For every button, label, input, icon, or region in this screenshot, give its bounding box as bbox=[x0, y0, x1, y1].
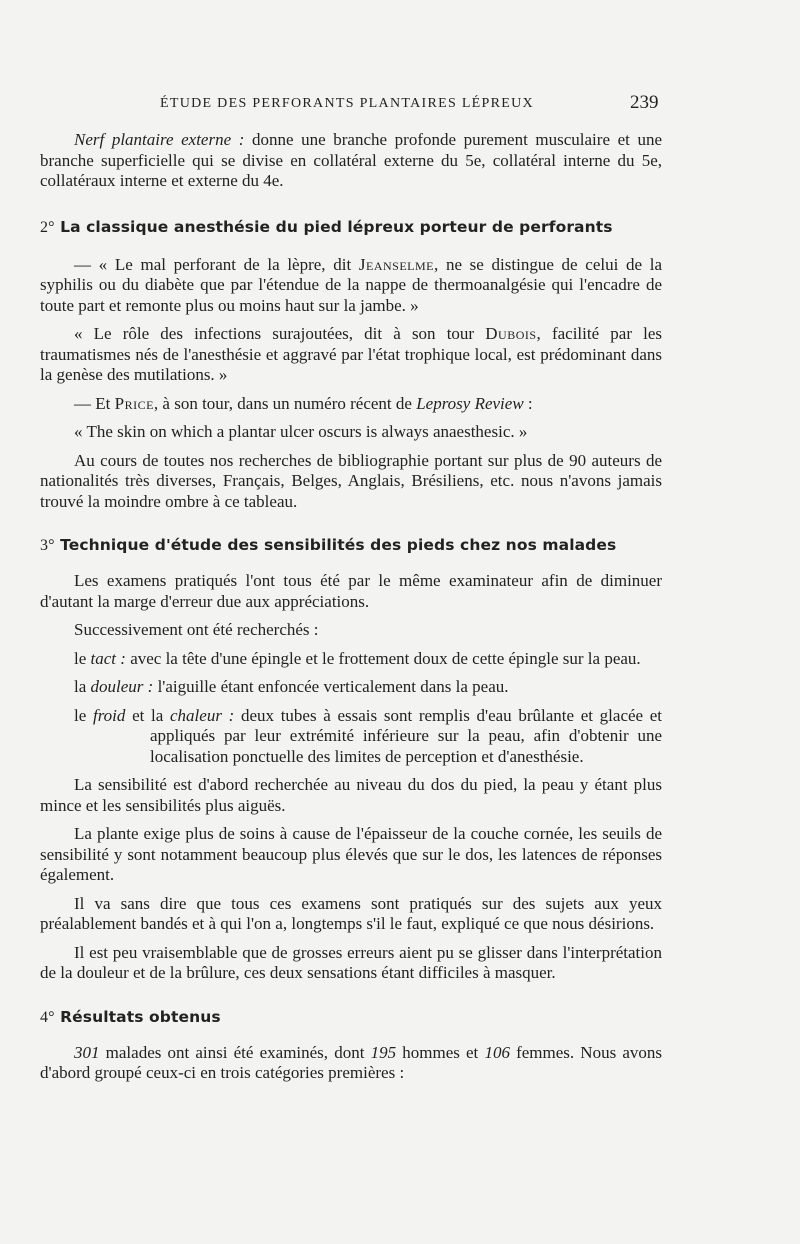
text: le bbox=[74, 648, 87, 668]
term: tact : bbox=[90, 648, 126, 668]
text: — Et bbox=[74, 393, 111, 413]
text: deux tubes à essais sont remplis d'eau brûlante et glacée et appliqués par leur extrémité inférieure sur la peau, afin d'obtenir une localisation ponctuelle des limites de perception et d'anesthésie. bbox=[150, 705, 663, 766]
section-3-number: 3° bbox=[40, 537, 55, 554]
section-3-paragraph-5: Il va sans dire que tous ces examens sont pratiqués sur des sujets aux yeux préalablement bandés et à qui l'on a, longtemps s'il le faut, expliqué ce que nous désirions. bbox=[40, 893, 662, 933]
section-4-title: Résultats obtenus bbox=[60, 1007, 221, 1026]
list-item-douleur bbox=[40, 677, 662, 698]
intro-paragraph bbox=[40, 130, 662, 192]
text: la bbox=[74, 677, 87, 696]
section-3-paragraph-1: Les examens pratiqués l'ont tous été par le même examinateur afin de diminuer d'autant la marge d'erreur due aux appréciations. bbox=[40, 571, 662, 611]
text: le bbox=[74, 705, 87, 725]
running-title: ÉTUDE DES PERFORANTS PLANTAIRES LÉPREUX bbox=[160, 96, 534, 111]
term: chaleur : bbox=[170, 705, 235, 725]
text: « Le rôle des infections surajoutées, dit à son tour bbox=[74, 324, 475, 343]
text: : bbox=[527, 393, 533, 413]
section-3-paragraph-6: Il est peu vraisemblable que de grosses erreurs aient pu se glisser dans l'interprétation de la douleur et de la brûlure, ces deux sensations étant difficiles à masquer. bbox=[40, 942, 662, 982]
section-3-paragraph-4: La plante exige plus de soins à cause de l'épaisseur de la couche cornée, les seuils de sensibilité y sont notamment beaucoup plus élevés que sur le dos, les latences de réponses également. bbox=[40, 824, 662, 884]
section-2-quote-english: « The skin on which a plantar ulcer oscurs is always anaesthesic. » bbox=[74, 422, 528, 441]
author-price: Price bbox=[114, 393, 154, 413]
list-item-tact bbox=[40, 649, 662, 670]
text: et la bbox=[132, 705, 164, 725]
term: douleur : bbox=[90, 677, 154, 696]
section-4-heading bbox=[40, 1008, 662, 1027]
text: malades ont ainsi été examinés, dont bbox=[105, 1042, 365, 1062]
journal-title: Leprosy Review bbox=[416, 393, 524, 413]
count-total: 301 bbox=[74, 1042, 100, 1062]
section-4-number: 4° bbox=[40, 1008, 55, 1026]
section-3-paragraph-3: La sensibilité est d'abord recherchée au niveau du dos du pied, la peau y étant plus mince et les sensibilités plus aiguës. bbox=[40, 775, 662, 815]
text: l'aiguille étant enfoncée verticalement dans la peau. bbox=[157, 677, 509, 696]
text: avec la tête d'une épingle et le frottement doux de cette épingle sur la peau. bbox=[130, 648, 641, 668]
author-dubois: Dubois bbox=[485, 324, 537, 343]
text: hommes et bbox=[402, 1042, 479, 1062]
section-2-paragraph-1 bbox=[40, 255, 662, 317]
intro-label: Nerf plantaire externe : bbox=[74, 130, 245, 149]
text: femmes. Nous avons d'abord groupé ceux-ci en trois catégories premières : bbox=[40, 1042, 663, 1082]
section-2-paragraph-3 bbox=[40, 394, 662, 415]
text: , facilité par les traumatismes nés de l'anesthésie et aggravé par l'état trophique local, est prédominant dans la genèse des mutilations. » bbox=[40, 324, 663, 384]
section-2-title: La classique anesthésie du pied lépreux porteur de perforants bbox=[60, 217, 613, 236]
section-2-paragraph-5: Au cours de toutes nos recherches de bibliographie portant sur plus de 90 auteurs de nationalités très diverses, Français, Belges, Anglais, Brésiliens, etc. nous n'avons jamais trouvé la moindre ombre à ce tableau. bbox=[40, 450, 662, 511]
section-3-heading bbox=[40, 536, 662, 555]
text: , ne se distingue de celui de la syphilis ou du diabète que par l'étendue de la nappe de thermoanalgésie qui l'encadre de toute part et remonte plus ou moins haut sur la jambe. » bbox=[40, 254, 662, 315]
intro-text: donne une branche profonde purement musculaire et une branche superficielle qui se divise en collatéral externe du 5e, collatéral interne du 5e, collatéraux interne et externe du 4e. bbox=[40, 130, 662, 190]
author-jeanselme: Jeanselme bbox=[358, 254, 435, 274]
section-2-heading bbox=[40, 218, 662, 237]
list-item-froid-chaleur bbox=[40, 706, 662, 768]
section-3-paragraph-2: Successivement ont été recherchés : bbox=[74, 620, 319, 639]
page-number: 239 bbox=[630, 92, 659, 113]
term: froid bbox=[92, 705, 126, 725]
section-2-number: 2° bbox=[40, 218, 55, 236]
text: — « Le mal perforant de la lèpre, dit bbox=[74, 254, 352, 274]
page-body bbox=[40, 130, 662, 1084]
section-4-paragraph-1 bbox=[40, 1043, 662, 1084]
count-men: 195 bbox=[370, 1042, 397, 1062]
section-2-paragraph-2 bbox=[40, 324, 662, 386]
section-3-title: Technique d'étude des sensibilités des pieds chez nos malades bbox=[60, 536, 617, 554]
text: , à son tour, dans un numéro récent de bbox=[153, 393, 412, 413]
count-women: 106 bbox=[484, 1042, 510, 1062]
